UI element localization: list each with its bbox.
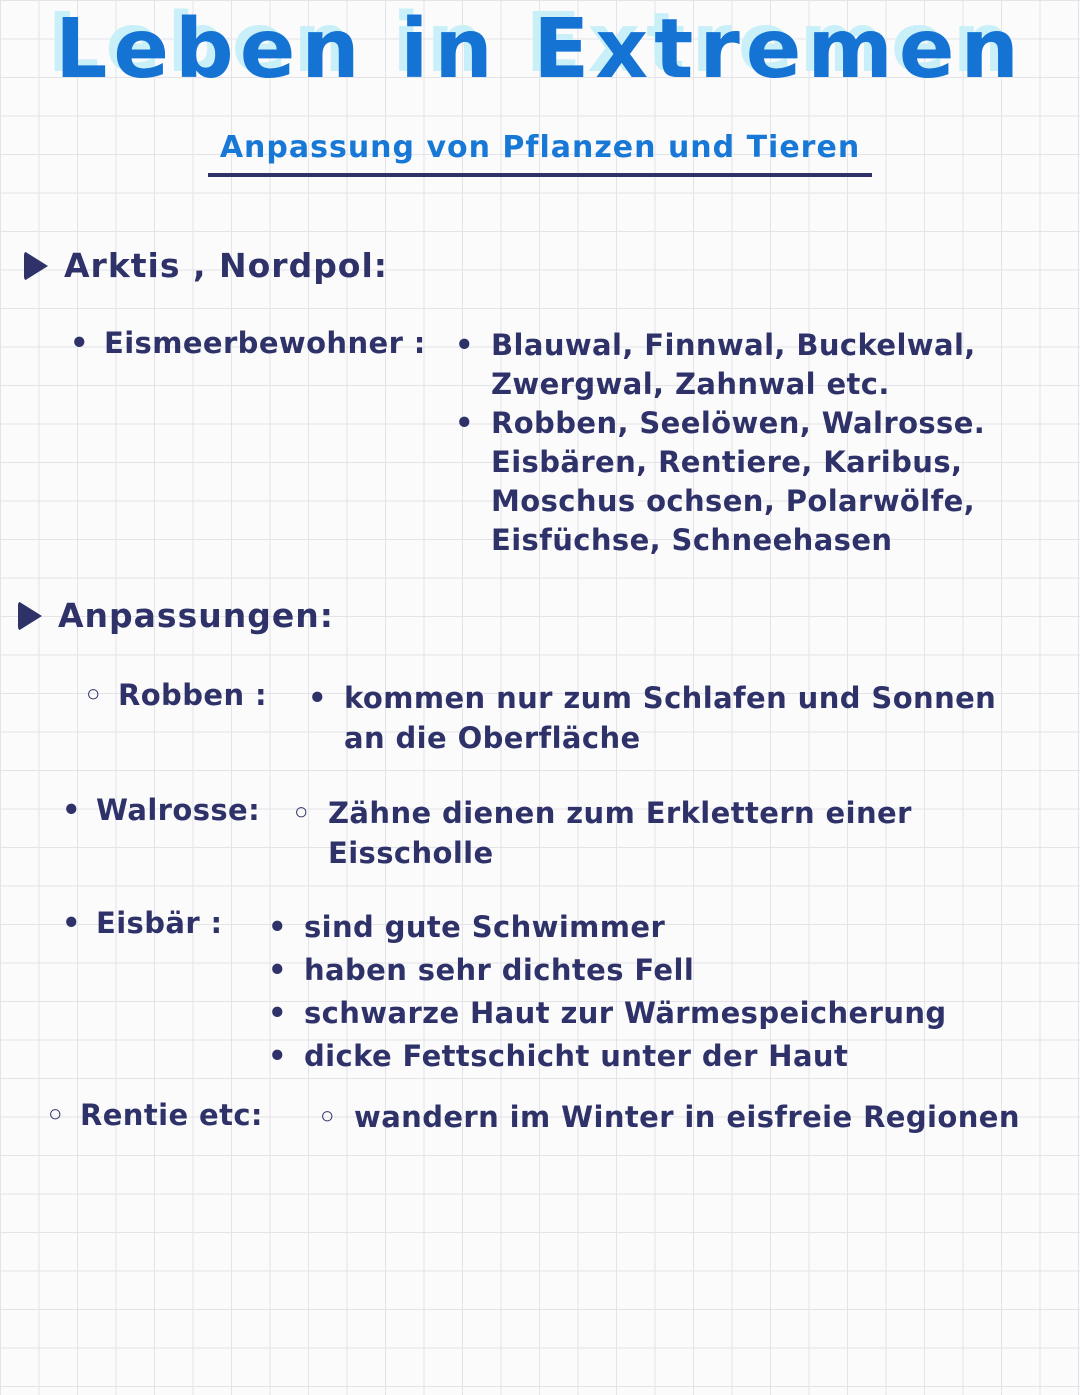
bullet-icon: ◦ (318, 1100, 337, 1134)
bullet-icon: • (268, 1039, 287, 1073)
note-line-text: dicke Fettschicht unter der Haut (304, 1039, 849, 1073)
row-label-text: Walrosse: (96, 793, 261, 827)
note-line (292, 833, 912, 873)
bullet-icon (308, 718, 344, 758)
row-label (62, 906, 268, 940)
bullet-icon: • (268, 996, 287, 1030)
section-heading-label: Arktis , Nordpol: (64, 246, 388, 285)
bullet-icon: • (455, 406, 474, 440)
row-label-text: Robben : (118, 678, 267, 712)
note-line-text: wandern im Winter in eisfreie Regionen (354, 1100, 1020, 1134)
bullet-icon: ◦ (46, 1098, 65, 1132)
note-line (455, 365, 985, 404)
row-lines (268, 906, 947, 1078)
note-line (268, 992, 947, 1035)
note-row-eismeerbewohner (70, 326, 985, 560)
row-label (46, 1098, 318, 1132)
bullet-icon (455, 365, 491, 404)
bullet-icon: • (62, 793, 81, 827)
section-heading-anpassungen (18, 596, 334, 635)
note-line (308, 678, 996, 718)
note-line (455, 443, 985, 482)
row-lines (455, 326, 985, 560)
row-label-text: Eismeerbewohner : (104, 326, 426, 360)
note-line (318, 1098, 1020, 1137)
bullet-icon: • (268, 910, 287, 944)
bullet-icon: • (455, 328, 474, 362)
note-line (292, 793, 912, 833)
note-row-walrosse (62, 793, 912, 873)
note-line-text: Eisscholle (328, 836, 494, 870)
note-line-text: Blauwal, Finnwal, Buckelwal, (491, 328, 976, 362)
note-line-text: Eisbären, Rentiere, Karibus, (491, 445, 963, 479)
bullet-icon: ◦ (292, 796, 311, 830)
note-row-robben (84, 678, 996, 758)
row-lines (308, 678, 996, 758)
note-line-text: an die Oberfläche (344, 721, 641, 755)
note-line (455, 404, 985, 443)
note-line-text: Zähne dienen zum Erklettern einer (328, 796, 912, 830)
bullet-icon (455, 443, 491, 482)
triangle-bullet-icon (18, 601, 42, 631)
note-row-rentie (46, 1098, 1020, 1137)
note-line (455, 326, 985, 365)
note-line (308, 718, 996, 758)
note-line-text: haben sehr dichtes Fell (304, 953, 695, 987)
section-heading-arktis (24, 246, 388, 285)
bullet-icon: • (268, 953, 287, 987)
note-line-text: Zwergwal, Zahnwal etc. (491, 367, 890, 401)
page-title: Leben in Extremen (55, 2, 1025, 97)
triangle-bullet-icon (24, 251, 48, 281)
section-heading-label: Anpassungen: (58, 596, 334, 635)
row-label (62, 793, 292, 827)
note-line-text: Robben, Seelöwen, Walrosse. (491, 406, 986, 440)
note-line-text: kommen nur zum Schlafen und Sonnen (344, 681, 997, 715)
note-line (455, 521, 985, 560)
note-row-eisbaer (62, 906, 947, 1078)
note-line (268, 1035, 947, 1078)
row-lines (318, 1098, 1020, 1137)
page-subtitle: Anpassung von Pflanzen und Tieren (208, 130, 872, 177)
row-label-text: Eisbär : (96, 906, 223, 940)
note-line-text: schwarze Haut zur Wärmespeicherung (304, 996, 947, 1030)
note-line (268, 949, 947, 992)
row-label-text: Rentie etc: (80, 1098, 263, 1132)
row-label (84, 678, 308, 712)
note-line-text: sind gute Schwimmer (304, 910, 666, 944)
bullet-icon: • (62, 906, 81, 940)
bullet-icon (292, 833, 328, 873)
note-line-text: Eisfüchse, Schneehasen (491, 523, 893, 557)
row-label (70, 326, 455, 360)
note-line-text: Moschus ochsen, Polarwölfe, (491, 484, 976, 518)
bullet-icon: ◦ (84, 678, 103, 712)
bullet-icon: • (308, 681, 327, 715)
row-lines (292, 793, 912, 873)
bullet-icon (455, 482, 491, 521)
bullet-icon (455, 521, 491, 560)
bullet-icon: • (70, 326, 89, 360)
page-subtitle-wrap (0, 130, 1080, 177)
note-line (455, 482, 985, 521)
note-line (268, 906, 947, 949)
